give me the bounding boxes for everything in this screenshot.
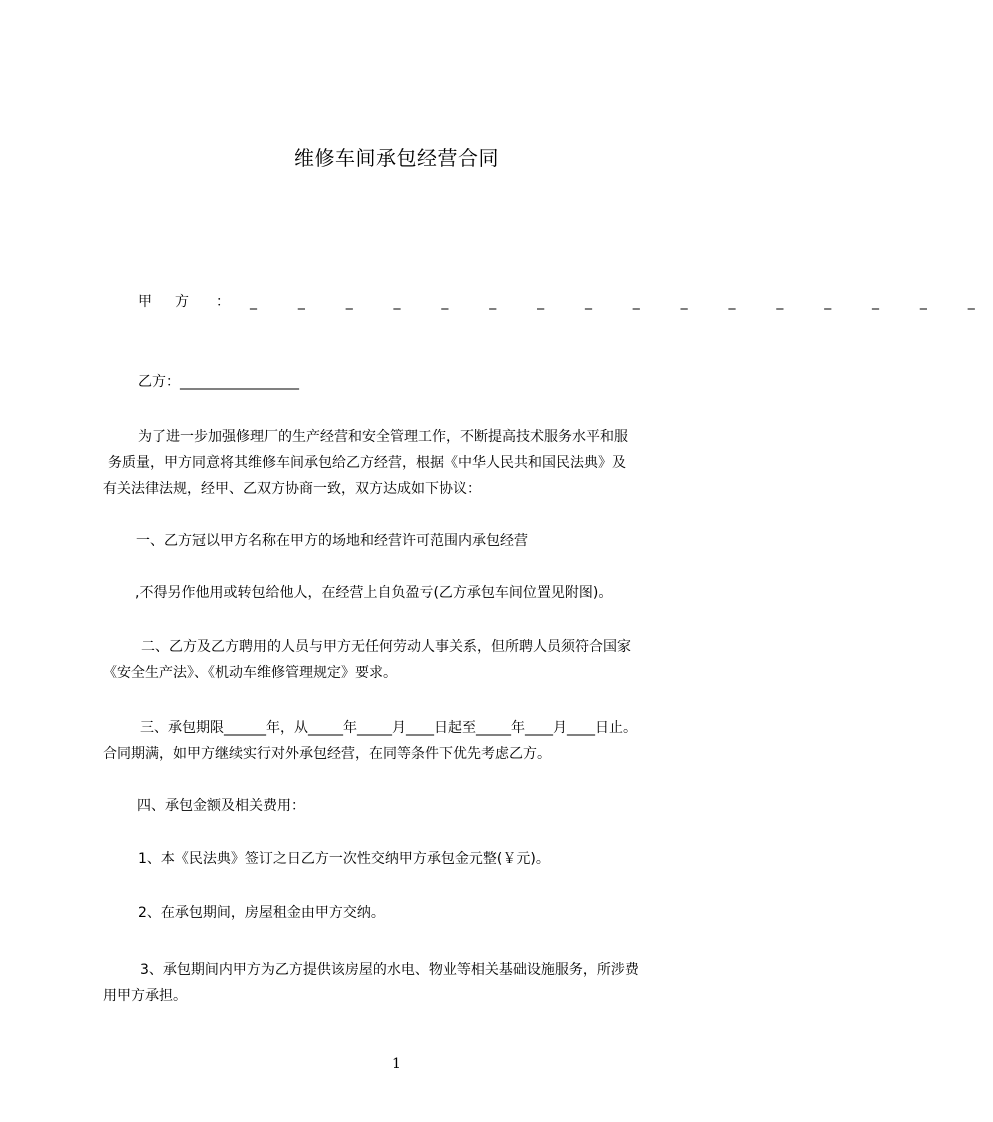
clause-2	[103, 634, 703, 686]
party-b-line: 乙方：_________________	[138, 374, 299, 390]
intro-line-2: 务质量，甲方同意将其维修车间承包给乙方经营，根据《中华人民共和国民法典》及	[108, 455, 626, 471]
party-a-label-2: 方	[175, 294, 189, 310]
clause-4-item-1: 1、本《民法典》签订之日乙方一次性交纳甲方承包金元整(￥元)。	[138, 851, 550, 867]
party-a-line	[138, 292, 993, 312]
item-3-line-2: 用甲方承担。	[103, 988, 187, 1004]
clause-3-line-1: 三、承包期限______年，从_____年_____月____日起至_____年____月____日止。	[140, 720, 637, 736]
clause-3-line-2: 合同期满，如甲方继续实行对外承包经营，在同等条件下优先考虑乙方。	[103, 746, 551, 762]
page-number: 1	[392, 1056, 401, 1072]
party-a-blank: _ _ _ _ _ _ _ _ _ _ _ _ _ _ _ _	[250, 294, 993, 310]
party-a-label-1: 甲	[138, 294, 152, 310]
clause-4-item-2: 2、在承包期间，房屋租金由甲方交纳。	[138, 905, 385, 921]
clause-4-item-3	[103, 957, 703, 1009]
clause-3	[103, 715, 703, 767]
intro-line-3: 有关法律法规，经甲、乙双方协商一致，双方达成如下协议：	[103, 481, 481, 497]
clause-1-continued: ,不得另作他用或转包给他人，在经营上自负盈亏(乙方承包车间位置见附图)。	[135, 585, 613, 601]
clause-1: 一、乙方冠以甲方名称在甲方的场地和经营许可范围内承包经营	[136, 533, 528, 549]
document-title: 维修车间承包经营合同	[294, 146, 499, 170]
clause-4: 四、承包金额及相关费用：	[137, 798, 305, 814]
intro-paragraph	[103, 424, 703, 502]
item-3-line-1: 3、承包期间内甲方为乙方提供该房屋的水电、物业等相关基础设施服务，所涉费	[140, 962, 639, 978]
party-a-colon: ：	[216, 294, 230, 310]
clause-2-line-2: 《安全生产法》、《机动车维修管理规定》要求。	[103, 665, 397, 681]
intro-line-1: 为了进一步加强修理厂的生产经营和安全管理工作，不断提高技术服务水平和服	[138, 429, 628, 445]
clause-2-line-1: 二、乙方及乙方聘用的人员与甲方无任何劳动人事关系，但所聘人员须符合国家	[141, 639, 631, 655]
